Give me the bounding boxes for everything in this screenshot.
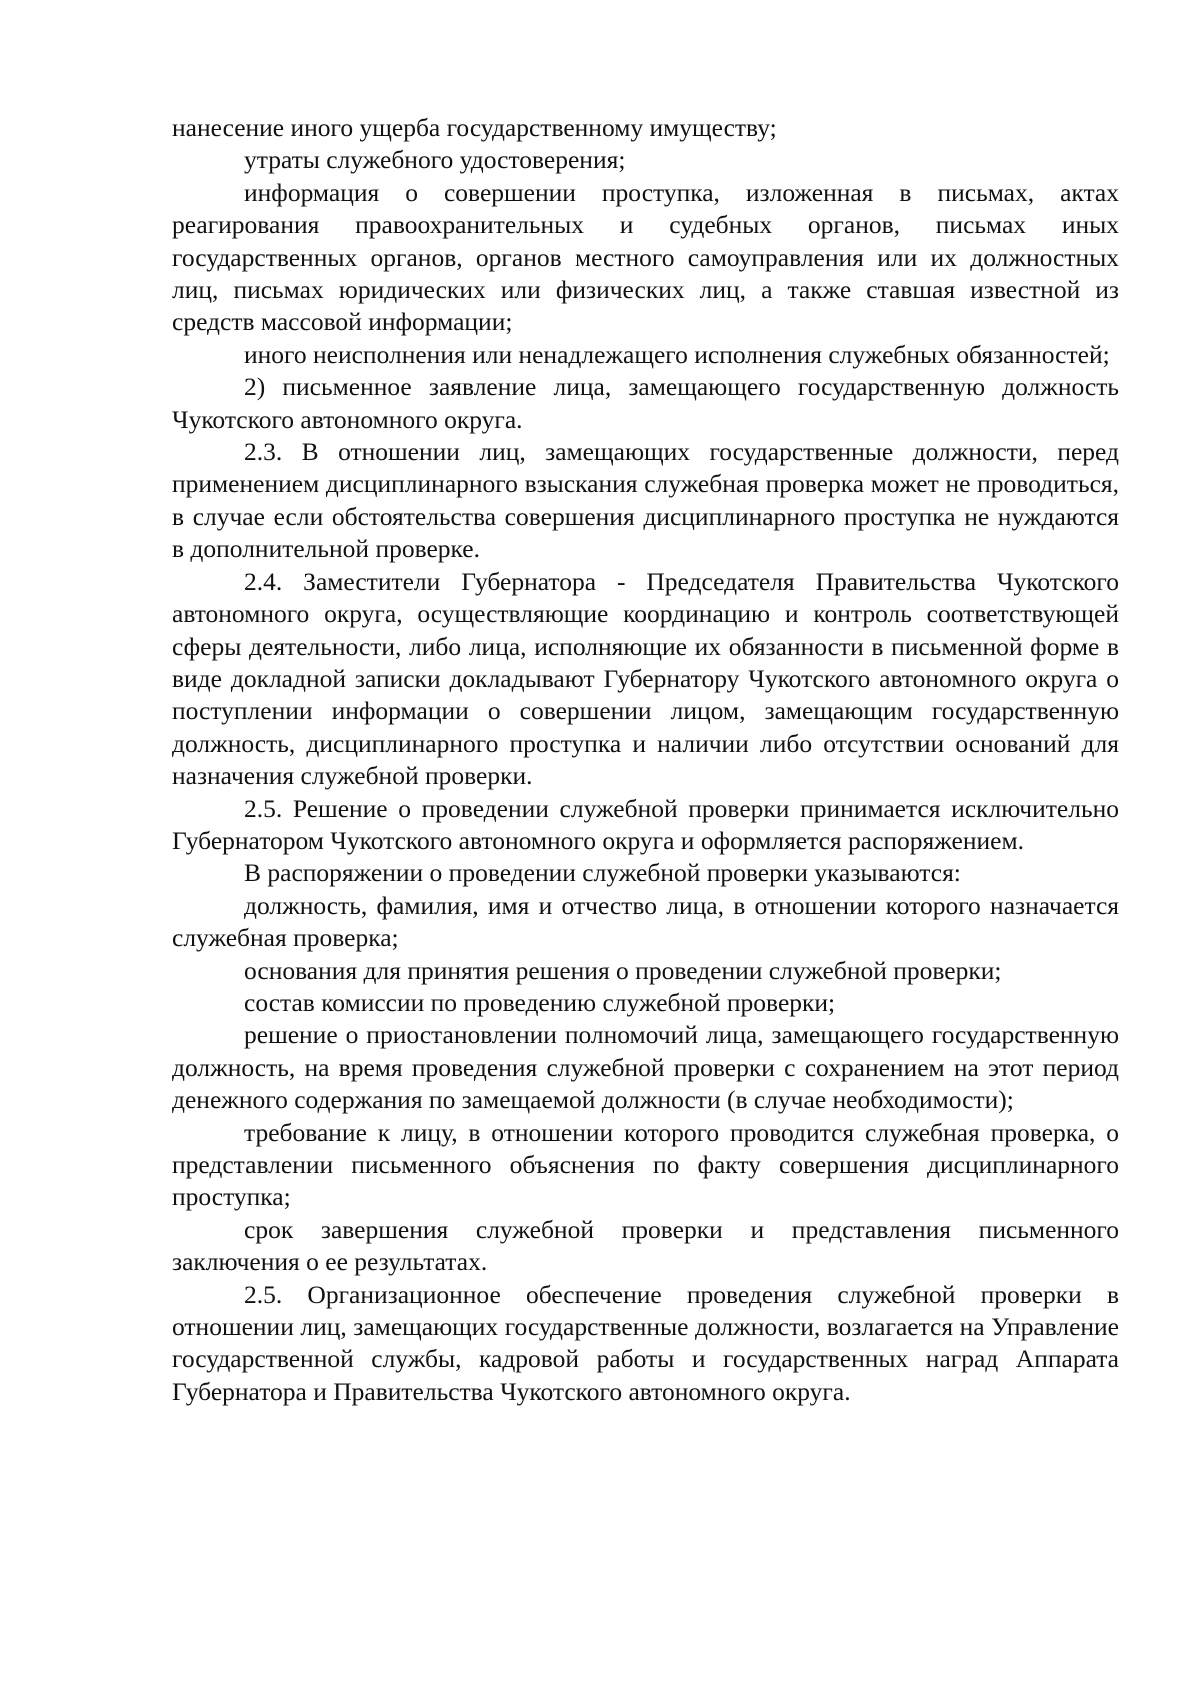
paragraph-2-4: 2.4. Заместители Губернатора - Председателя Правительства Чукотского автономного округа, осуществляющие координацию и контроль соответствующей сферы деятельности, либо лица, исполняющие их обязанности в письменной форме в виде докладной записки докладывают Губернатору Чукотского автономного округа о поступлении информации о совершении лицом, замещающим государственную должность, дисциплинарного проступка и наличии либо отсутствии оснований для назначения служебной проверки.	[172, 566, 1119, 791]
paragraph-2-5-organization: 2.5. Организационное обеспечение проведения служебной проверки в отношении лиц, замещающих государственные должности, возлагается на Управление государственной службы, кадровой работы и государственных наград Аппарата Губернатора и Правительства Чукотского автономного округа.	[172, 1279, 1119, 1406]
document-body	[172, 112, 1119, 1408]
paragraph-explanation-request: требование к лицу, в отношении которого проводится служебная проверка, о представлении письменного объяснения по факту совершения дисциплинарного проступка;	[172, 1117, 1119, 1212]
paragraph-grounds: основания для принятия решения о проведении служебной проверки;	[244, 955, 1002, 985]
paragraph-damage-property: нанесение иного ущерба государственному имуществу;	[172, 113, 777, 142]
paragraph-deadline: срок завершения служебной проверки и представления письменного заключения о ее результатах.	[172, 1214, 1119, 1277]
paragraph-written-statement: 2) письменное заявление лица, замещающего государственную должность Чукотского автономного округа.	[172, 372, 1119, 434]
paragraph-position-name: должность, фамилия, имя и отчество лица, в отношении которого назначается служебная проверка;	[172, 890, 1119, 953]
paragraph-order-contents: В распоряжении о проведении служебной проверки указываются:	[244, 858, 961, 888]
paragraph-nonperformance: иного неисполнения или ненадлежащего исполнения служебных обязанностей;	[244, 339, 1110, 369]
paragraph-2-3: 2.3. В отношении лиц, замещающих государственные должности, перед применением дисциплинарного взыскания служебная проверка может не проводиться, в случае если обстоятельства совершения дисциплинарного проступка не нуждаются в дополнительной проверке.	[172, 437, 1119, 564]
paragraph-2-5-decision: 2.5. Решение о проведении служебной проверки принимается исключительно Губернатором Чукотского автономного округа и оформляется распоряжением.	[172, 793, 1119, 855]
paragraph-commission: состав комиссии по проведению служебной проверки;	[244, 987, 836, 1017]
paragraph-loss-id: утраты служебного удостоверения;	[244, 145, 626, 175]
paragraph-misconduct-info: информация о совершении проступка, изложенная в письмах, актах реагирования правоохранительных и судебных органов, письмах иных государственных органов, органов местного самоуправления или их должностных лиц, письмах юридических или физических лиц, а также ставшая известной из средств массовой информации;	[172, 177, 1119, 337]
paragraph-suspension: решение о приостановлении полномочий лица, замещающего государственную должность, на время проведения служебной проверки с сохранением на этот период денежного содержания по замещаемой должности (в случае необходимости);	[172, 1020, 1119, 1115]
